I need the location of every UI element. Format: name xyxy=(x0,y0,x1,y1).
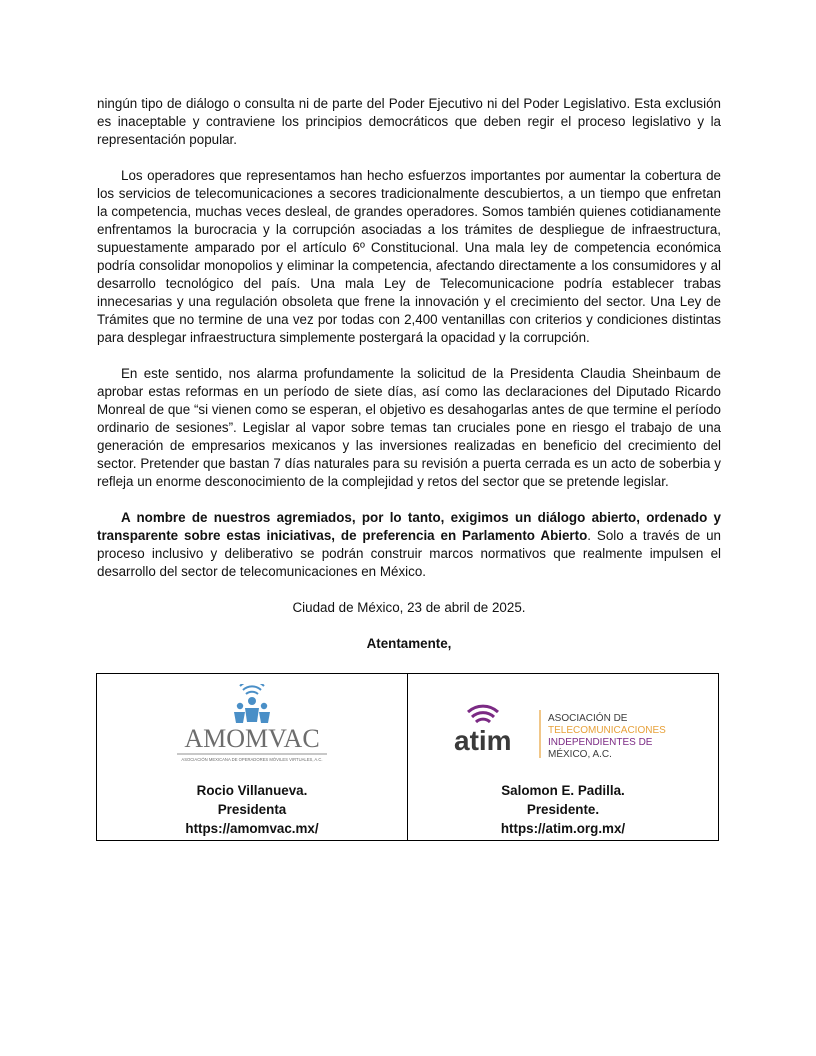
atim-line-4: MÉXICO, A.C. xyxy=(548,749,612,760)
paragraph-4 xyxy=(97,509,721,581)
paragraph-4-demand: A nombre de nuestros agremiados, por lo tanto, exigimos un diálogo abierto, ordenado y transparente sobre estas iniciativas, de preferencia en Parlamento Abierto xyxy=(97,510,721,543)
atim-line-1: ASOCIACIÓN DE xyxy=(548,713,628,724)
amomvac-wordmark: AMOMVAC xyxy=(184,724,320,753)
signature-cell-atim xyxy=(407,674,718,840)
atim-wordmark: atim xyxy=(454,725,512,756)
paragraph-2: Los operadores que representamos han hecho esfuerzos importantes por aumentar la cobertura de los servicios de telecomunicaciones a secores tradicionalmente descubiertos, a un tiempo que enfretan la competencia, muchas veces desleal, de grandes operadores. Somos también quienes cotidianamente enfrentamos la burocracia y la corrupción asociadas a los trámites de despliegue de infraestructura, supuestamente amparado por el artículo 6º Constitucional. Una mala ley de competencia económica podría consolidar monopolios y eliminar la competencia, afectando directamente a los consumidores y al desarrollo tecnológico del país. Una mala Ley de Telecomunicacione podría establecer trabas innecesarias y una regulación obsoleta que frene la innovación y el crecimiento del sector. Una Ley de Trámites que no termine de una vez por todas con 2,400 ventanillas con criterios y condiciones distintas para desplegar infraestructura simplemente postergará la opacidad y la corrupción. xyxy=(97,168,721,345)
place-date: Ciudad de México, 23 de abril de 2025. xyxy=(292,600,526,615)
signatory-url[interactable]: https://atim.org.mx/ xyxy=(500,821,626,836)
atim-line-2: TELECOMUNICACIONES xyxy=(548,725,666,736)
letter-body xyxy=(97,95,721,653)
signatory-atim xyxy=(408,781,718,838)
amomvac-fullname: ASOCIACIÓN MEXICANA DE OPERADORES MÓVILES VIRTUALES, A.C. xyxy=(181,757,323,762)
signatory-role: Presidenta xyxy=(217,802,287,817)
amomvac-logo xyxy=(167,684,337,778)
signatory-role: Presidente. xyxy=(526,802,600,817)
signatory-name: Rocio Villanueva. xyxy=(196,783,308,798)
signatory-name: Salomon E. Padilla. xyxy=(501,783,625,798)
amomvac-people-icon xyxy=(234,697,270,723)
atim-line-3: INDEPENDIENTES DE xyxy=(548,737,653,748)
closing-salutation: Atentamente, xyxy=(366,636,452,651)
signature-cell-amomvac xyxy=(97,674,407,840)
paragraph-1: ningún tipo de diálogo o consulta ni de parte del Poder Ejecutivo ni del Poder Legislativo. Esta exclusión es inaceptable y contraviene los principios democráticos que deben regir el proceso legislativo y la representación popular. xyxy=(97,96,721,147)
amomvac-signal-icon xyxy=(240,684,264,694)
signatory-amomvac xyxy=(97,781,407,838)
paragraph-4-rest: . Solo a través de un proceso inclusivo y deliberativo se podrán construir marcos normativos que realmente impulsen el desarrollo del sector de telecomunicaciones en México. xyxy=(97,528,721,579)
atim-logo xyxy=(448,704,688,764)
paragraph-3: En este sentido, nos alarma profundamente la solicitud de la Presidenta Claudia Sheinbaum de aprobar estas reformas en un período de siete días, así como las declaraciones del Diputado Ricardo Monreal de que “si vienen como se esperan, el objetivo es desahogarlas antes de que termine el período ordinario de sesiones”. Legislar al vapor sobre temas tan cruciales pone en riesgo el trabajo de una generación de empresarios mexicanos y las inversiones realizadas en beneficio del crecimiento del sector. Pretender que bastan 7 días naturales para su revisión a puerta cerrada es un acto de soberbia y refleja un enorme desconocimiento de la complejidad y retos del sector que se pretende legislar. xyxy=(97,366,721,489)
signatory-url[interactable]: https://amomvac.mx/ xyxy=(185,821,319,836)
atim-signal-icon xyxy=(468,706,498,722)
signature-table xyxy=(96,673,719,841)
